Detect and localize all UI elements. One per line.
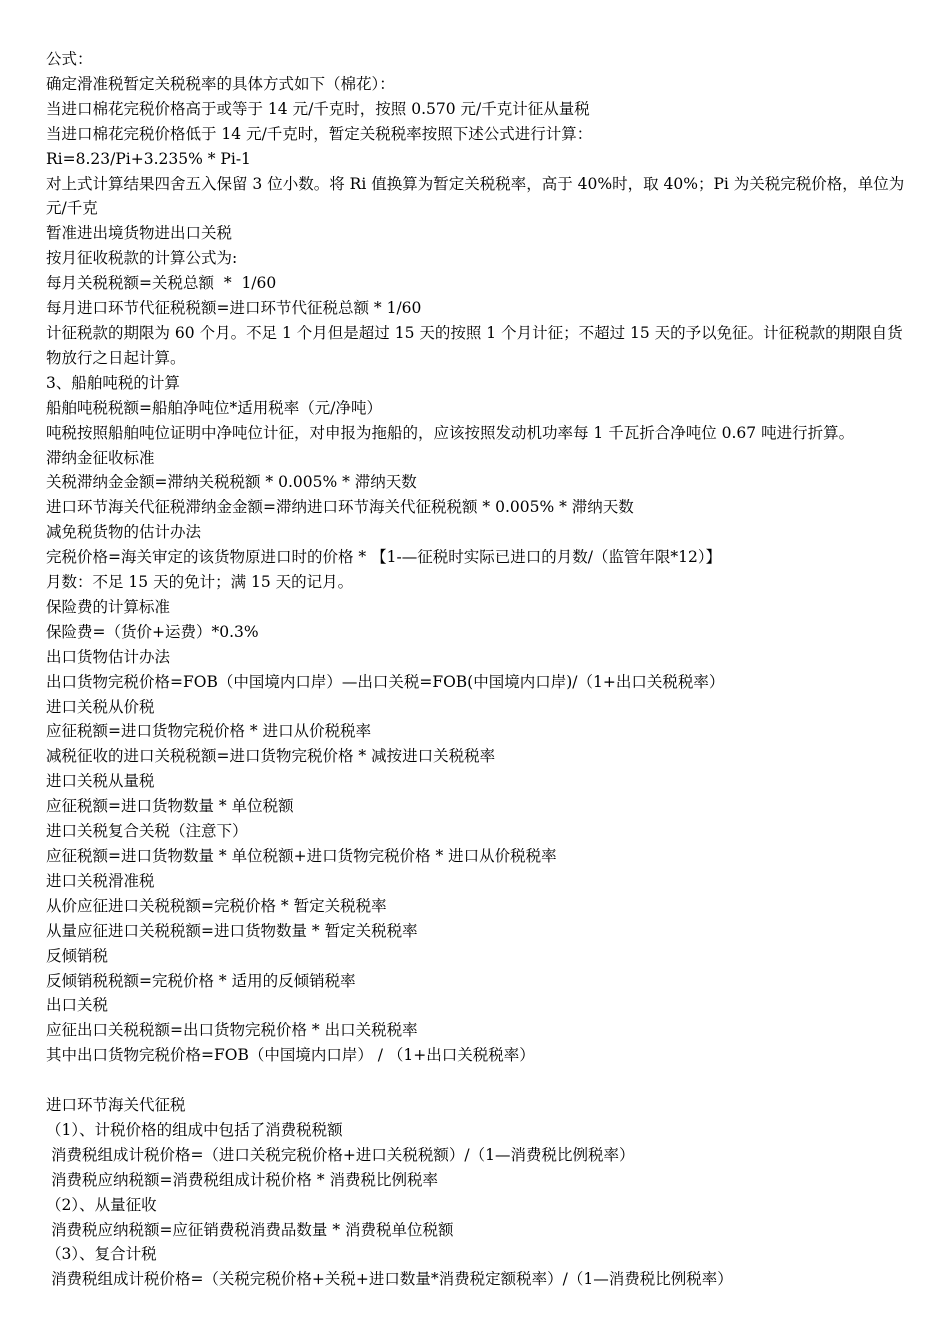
text-line-export-valuation-formula: 出口货物完税价格=FOB（中国境内口岸）—出口关税=FOB(中国境内口岸)/（1+出口关税税率） (46, 672, 725, 691)
text-line-specific-consumption-tax: 消费税应纳税额=应征销费税消费品数量 * 消费税单位税额 (46, 1220, 454, 1239)
text-line-monthly-formula-intro: 按月征收税款的计算公式为: (46, 249, 238, 268)
section-heading-compound-duty: 进口关税复合关税（注意下） (46, 822, 248, 841)
section-heading-export-duty: 出口关税 (46, 996, 109, 1015)
text-line-item-1: （1）、计税价格的组成中包括了消费税税额 (46, 1120, 343, 1139)
text-line-item-3: （3）、复合计税 (46, 1245, 157, 1264)
text-line-exempt-formula: 完税价格=海关审定的该货物原进口时的价格 * 【1-—征税时实际已进口的月数/（监管年限*12）】 (46, 548, 722, 567)
text-line-late-fee-duty: 关税滞纳金金额=滞纳关税税额 * 0.005% * 滞纳天数 (46, 473, 417, 492)
text-line-consumption-tax-payable: 消费税应纳税额=消费税组成计税价格 * 消费税比例税率 (46, 1170, 439, 1189)
text-line-sliding-specific: 从量应征进口关税税额=进口货物数量 * 暂定关税税率 (46, 921, 418, 940)
section-heading-insurance: 保险费的计算标准 (46, 597, 171, 616)
text-line-cotton-method: 确定滑准税暂定关税税率的具体方式如下（棉花）： (46, 74, 395, 93)
text-line-cotton-low: 当进口棉花完税价格低于 14 元/千克时，暂定关税税率按照下述公式进行计算： (46, 124, 593, 143)
section-heading-sliding-duty: 进口关税滑准税 (46, 871, 155, 890)
section-heading-late-fee: 滞纳金征收标准 (46, 448, 155, 467)
text-line-month-count: 月数：不足 15 天的免计；满 15 天的记月。 (46, 573, 354, 592)
text-line-cotton-high: 当进口棉花完税价格高于或等于 14 元/千克时，按照 0.570 元/千克计征从量税 (46, 99, 590, 118)
text-line-period-note: 计征税款的期限为 60 个月。不足 1 个月但是超过 15 天的按照 1 个月计征；不超过 15 天的予以免征。计征税款的期限自货物放行之日起计算。 (46, 323, 903, 367)
text-line-compound-formula: 应征税额=进口货物数量 * 单位税额+进口货物完税价格 * 进口从价税税率 (46, 847, 557, 865)
text-line-compound-consumption-tax: 消费税组成计税价格=（关税完税价格+关税+进口数量*消费税定额税率）/（1—消费税比例税率） (46, 1270, 733, 1289)
section-heading-exempt-goods: 减免税货物的估计办法 (46, 523, 202, 542)
section-heading-ad-valorem: 进口关税从价税 (46, 697, 155, 716)
text-line-ad-valorem-formula: 应征税额=进口货物完税价格 * 进口从价税税率 (46, 722, 372, 741)
text-line-sliding-ad-valorem: 从价应征进口关税税额=完税价格 * 暂定关税税率 (46, 896, 387, 915)
text-line-export-price-formula: 其中出口货物完税价格=FOB（中国境内口岸） / （1+出口关税税率） (46, 1046, 535, 1065)
section-heading-specific-duty: 进口关税从量税 (46, 772, 155, 791)
text-line-tonnage-note: 吨税按照船舶吨位证明中净吨位计征，对申报为拖船的，应该按照发动机功率每 1 千瓦折合净吨位 0.67 吨进行折算。 (46, 423, 855, 442)
section-heading-export-valuation: 出口货物估计办法 (46, 647, 171, 666)
text-line-item-2: （2）、从量征收 (46, 1195, 157, 1214)
section-heading-import-collected-tax: 进口环节海关代征税 (46, 1096, 186, 1115)
text-line-monthly-duty: 每月关税税额=关税总额 * 1/60 (46, 274, 277, 293)
document-page (46, 47, 916, 1292)
text-line-late-fee-import: 进口环节海关代征税滞纳金金额=滞纳进口环节海关代征税税额 * 0.005% * 滞纳天数 (46, 498, 634, 517)
text-line-insurance-formula: 保险费=（货价+运费）*0.3% (46, 622, 259, 641)
text-line-monthly-import-tax: 每月进口环节代征税税额=进口环节代征税总额 * 1/60 (46, 299, 422, 318)
section-heading-anti-dumping: 反倾销税 (46, 946, 109, 965)
text-line-consumption-tax-base: 消费税组成计税价格=（进口关税完税价格+进口关税税额）/（1—消费税比例税率） (46, 1145, 635, 1164)
text-line-formula-heading: 公式： (46, 50, 93, 68)
text-line-export-duty-formula: 应征出口关税税额=出口货物完税价格 * 出口关税税率 (46, 1021, 418, 1040)
blank-line (46, 1068, 916, 1093)
section-heading-temporary-goods: 暂准进出境货物进出口关税 (46, 224, 233, 243)
text-line-anti-dumping-formula: 反倾销税税额=完税价格 * 适用的反倾销税率 (46, 971, 356, 990)
section-heading-tonnage-tax: 3、船舶吨税的计算 (46, 373, 180, 392)
text-line-rounding-note: 对上式计算结果四舍五入保留 3 位小数。将 Ri 值换算为暂定关税税率，高于 40%时，取 40%；Pi 为关税完税价格，单位为元/千克 (46, 174, 905, 218)
text-line-tonnage-formula: 船舶吨税税额=船舶净吨位*适用税率（元/净吨） (46, 398, 382, 417)
text-line-ri-formula: Ri=8.23/Pi+3.235% * Pi-1 (46, 149, 251, 168)
text-line-specific-formula: 应征税额=进口货物数量 * 单位税额 (46, 797, 294, 816)
text-line-reduced-duty: 减税征收的进口关税税额=进口货物完税价格 * 减按进口关税税率 (46, 747, 496, 766)
